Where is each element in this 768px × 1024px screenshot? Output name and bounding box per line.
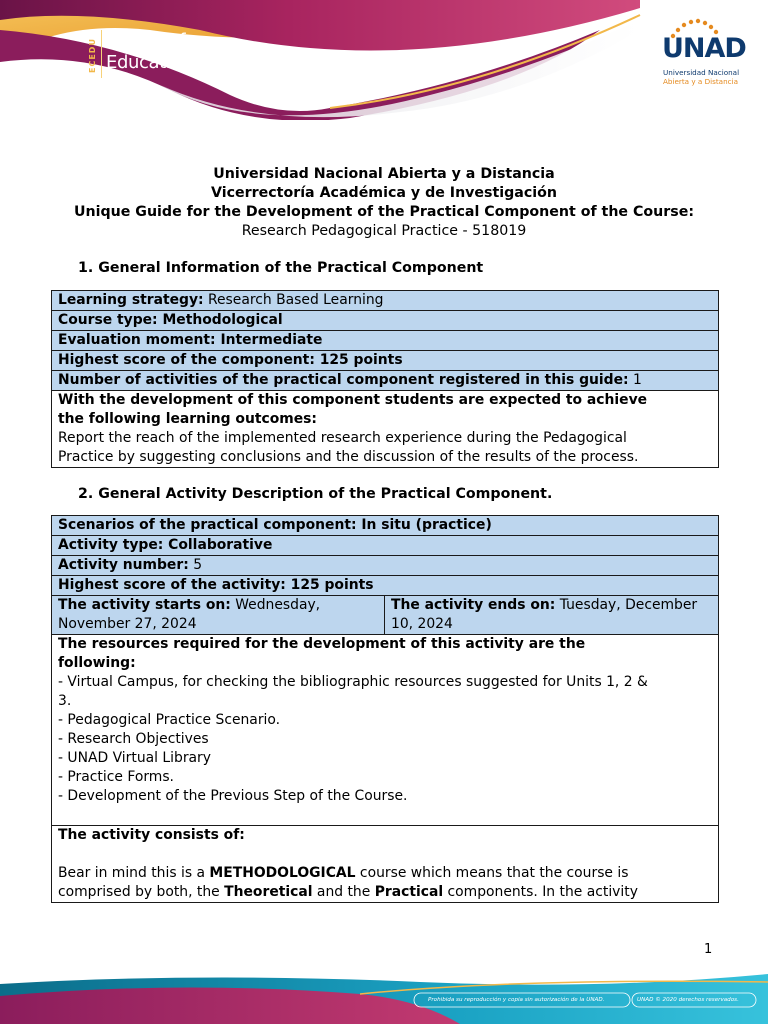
- outcomes-text-line1: Report the reach of the implemented research experience during the Pedagogical: [58, 430, 627, 446]
- activity-description-table: [51, 515, 719, 903]
- course-type-cell: Course type: Methodological: [52, 311, 719, 331]
- text-run: course which means that the course is: [355, 865, 629, 881]
- text-run: comprised by both, the: [58, 884, 225, 900]
- end-value-line2: 10, 2024: [391, 616, 453, 632]
- page-number: 1: [704, 942, 713, 957]
- table-row: [52, 536, 719, 556]
- scenarios-cell: Scenarios of the practical component: In situ (practice): [52, 516, 719, 536]
- text-run: components. In the activity: [443, 884, 638, 900]
- general-information-table: [51, 290, 719, 468]
- start-value-line2: November 27, 2024: [58, 616, 197, 632]
- consists-label: The activity consists of:: [58, 827, 245, 843]
- unad-logo-text: UNAD: [662, 33, 746, 64]
- resource-item: - Practice Forms.: [58, 769, 174, 785]
- activities-count-label: Number of activities of the practical component registered in this guide:: [58, 372, 629, 388]
- resource-item: - Pedagogical Practice Scenario.: [58, 712, 281, 728]
- table-row: [52, 635, 719, 826]
- table-row: [52, 826, 719, 903]
- table-row: [52, 596, 719, 635]
- unad-sub-line2: Abierta y a Distancia: [663, 77, 738, 86]
- text-run-bold: Practical: [374, 884, 444, 900]
- title-course: Research Pedagogical Practice - 518019: [241, 223, 527, 239]
- text-run: and the: [312, 884, 375, 900]
- activities-count-value: 1: [633, 372, 642, 388]
- text-run-bold: METHODOLOGICAL: [209, 865, 356, 881]
- end-value-line1: Tuesday, December: [559, 597, 698, 613]
- activity-start-cell: [52, 596, 385, 635]
- learning-strategy-label: Learning strategy:: [58, 292, 204, 308]
- footer-notice-right: UNAD © 2020 derechos reservados.: [637, 997, 739, 1003]
- document-title: [0, 165, 768, 241]
- footer-notice-left: Prohibida su reproducción y copia sin autorización de la UNAD.: [428, 997, 605, 1003]
- outcomes-label-line2: the following learning outcomes:: [58, 411, 317, 427]
- table-row: [52, 576, 719, 596]
- consists-paragraph-line2: [58, 883, 712, 902]
- table-row: [52, 311, 719, 331]
- activity-number-value: 5: [193, 557, 203, 573]
- resource-item: - Research Objectives: [58, 731, 209, 747]
- section-1-heading: 1. General Information of the Practical Component: [78, 260, 484, 276]
- school-divider: [101, 30, 102, 78]
- table-row: [52, 391, 719, 468]
- table-row: [52, 371, 719, 391]
- ecedu-label: ECEDU: [88, 38, 97, 74]
- activity-score-cell: Highest score of the activity: 125 points: [52, 576, 719, 596]
- school-of-education-logo: [106, 30, 192, 74]
- text-run-bold: Theoretical: [224, 884, 313, 900]
- unad-logo-subtitle: [663, 68, 763, 86]
- text-run: Bear in mind this is a: [58, 865, 210, 881]
- start-label: The activity starts on:: [58, 597, 231, 613]
- outcomes-label-line1: With the development of this component students are expected to achieve: [58, 392, 648, 408]
- resources-label-line2: following:: [58, 655, 136, 671]
- consists-paragraph-line1: [58, 864, 712, 883]
- learning-strategy-value: Research Based Learning: [207, 292, 384, 308]
- evaluation-moment-cell: Evaluation moment: Intermediate: [52, 331, 719, 351]
- activities-count-cell: [52, 371, 719, 391]
- unad-sub-line1: Universidad Nacional: [663, 68, 740, 77]
- activity-end-cell: [385, 596, 719, 635]
- table-row: [52, 556, 719, 576]
- resources-cell: [52, 635, 719, 826]
- section-2-heading: 2. General Activity Description of the Practical Component.: [78, 486, 553, 502]
- activity-consists-cell: [52, 826, 719, 903]
- activity-number-cell: [52, 556, 719, 576]
- resource-item: - Development of the Previous Step of the Course.: [58, 788, 408, 804]
- table-row: [52, 291, 719, 311]
- title-university: Universidad Nacional Abierta y a Distancia: [213, 166, 555, 182]
- learning-outcomes-cell: [52, 391, 719, 468]
- school-line1: School of: [106, 30, 186, 51]
- title-guide: Unique Guide for the Development of the Practical Component of the Course:: [74, 204, 694, 220]
- end-label: The activity ends on:: [391, 597, 556, 613]
- resource-item: - UNAD Virtual Library: [58, 750, 211, 766]
- activity-number-label: Activity number:: [58, 557, 189, 573]
- table-row: [52, 331, 719, 351]
- start-value-line1: Wednesday,: [235, 597, 321, 613]
- table-row: [52, 516, 719, 536]
- activity-type-cell: Activity type: Collaborative: [52, 536, 719, 556]
- title-vicerrectoria: Vicerrectoría Académica y de Investigación: [211, 185, 557, 201]
- resources-label-line1: The resources required for the development of this activity are the: [58, 636, 586, 652]
- resource-item: - Virtual Campus, for checking the bibliographic resources suggested for Units 1, 2 &: [58, 674, 648, 690]
- learning-strategy-cell: [52, 291, 719, 311]
- outcomes-text-line2: Practice by suggesting conclusions and the discussion of the results of the process.: [58, 449, 639, 465]
- table-row: [52, 351, 719, 371]
- resource-item: 3.: [58, 693, 72, 709]
- school-line2: Education: [106, 52, 193, 73]
- component-score-cell: Highest score of the component: 125 points: [52, 351, 719, 371]
